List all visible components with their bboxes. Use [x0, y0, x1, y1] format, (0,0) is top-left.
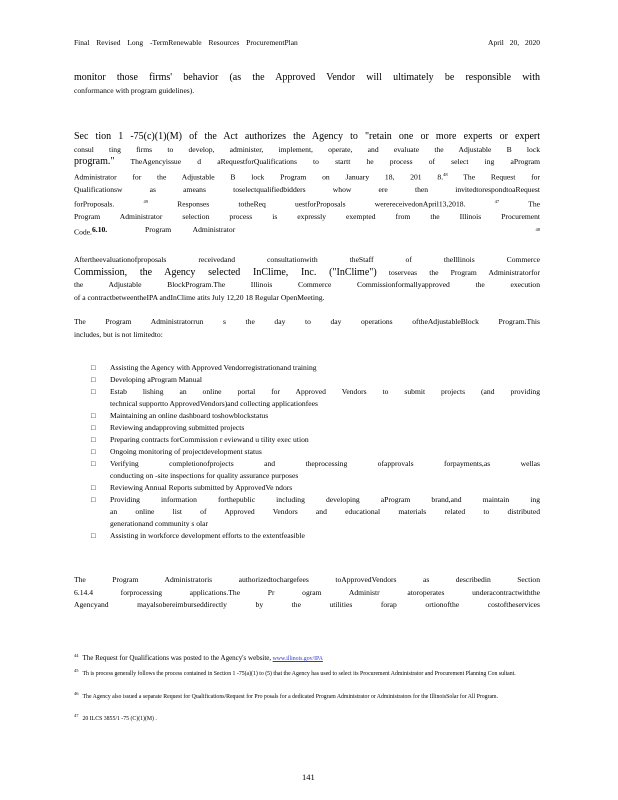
p2-line-2a: Commission, the Agency selected InClime, Inc. ("InClime") [74, 266, 377, 278]
duty-text-line: conducting on -site inspections for quality assurance purposes [110, 471, 299, 480]
p3-line-2: includes, but is not limitedto: [74, 329, 163, 339]
bullet-box-icon: □ [91, 363, 96, 372]
p1-line-6a: forProposals. [74, 199, 115, 209]
fn-ref-48: 48 [443, 171, 448, 177]
paragraph-2 [74, 254, 540, 304]
paragraph-1 [74, 131, 540, 239]
intro-line-2: conformance with program guidelines). [74, 85, 195, 95]
p1-line-4a: Administrator for the Adjustable B lock Program on January 18, 201 8. [74, 172, 444, 182]
duty-text-line: Preparing contracts forCommission r eviewand u tility exec ution [110, 435, 309, 444]
duty-list-item [91, 458, 540, 482]
duty-text-line: Verifying completionofprojects and theprocessing ofapprovals forpayments,as wellas [110, 459, 540, 468]
duty-text-line: technical supportto ApprovedVendors)and collecting applicationfees [110, 399, 318, 408]
footnote-46 [74, 690, 540, 701]
bullet-box-icon: □ [91, 531, 96, 540]
duty-text-line: Developing aProgram Manual [110, 375, 202, 384]
p1-line-8 [74, 224, 540, 239]
duty-text-line: an online list of Approved Vendors and educational materials related to distributed [110, 507, 540, 516]
p2-line-2b: toserveas the Program Administratorfor [388, 267, 540, 277]
duty-list-item [91, 446, 540, 458]
bullet-box-icon: □ [91, 375, 96, 384]
footnote-44 [74, 652, 540, 663]
duty-text-line: Estab lishing an online portal for Approved Vendors to submit projects (and providing [110, 387, 540, 396]
p2-line-1: Aftertheevaluationofproposals receivedand consultationwith theStaff of theIllinois Commerce [74, 255, 540, 264]
bullet-box-icon: □ [91, 447, 96, 456]
duty-text-line: Maintaining an online dashboard toshowblockstatus [110, 411, 269, 420]
duties-list [91, 362, 540, 542]
footnote-mark: 47 [74, 713, 79, 718]
bullet-box-icon: □ [91, 483, 96, 492]
footnote-mark: 45 [74, 668, 79, 673]
p1-line-2: consul ting firms to develop, administer, implement, operate, and evaluate the Adjustable B lock [74, 144, 540, 154]
p1-line-3b: TheAgencyissue d aRequestforQualifications to startt he process of select ing aProgram [130, 157, 540, 166]
page-number: 141 [302, 772, 315, 782]
fn-ref-48b: 48 [535, 226, 540, 232]
footnote-text: The Request for Qualifications was posted to the Agency's website, [82, 653, 272, 662]
p1-line-8a: Code. [74, 227, 92, 237]
p4-line-2: 6.14.4 forprocessing applications.The Pr ogram Administr atoroperates underacontractwiththe [74, 587, 540, 597]
section-number: 6.10. [92, 225, 108, 234]
bullet-box-icon: □ [91, 387, 96, 396]
bullet-box-icon: □ [91, 495, 96, 504]
duty-list-item [91, 422, 540, 434]
bullet-box-icon: □ [91, 459, 96, 468]
duty-text-line: Assisting in workforce development efforts to the extentfeasible [110, 531, 305, 540]
p4-line-1: The Program Administratoris authorizedtochargefees toApprovedVendors as describedin Section [74, 575, 540, 584]
duty-list-item [91, 530, 540, 542]
p1-line-6c: The [528, 199, 541, 209]
duty-list-item [91, 386, 540, 410]
duty-text-line: generationand community s olar [110, 519, 209, 528]
duty-list-item [91, 434, 540, 446]
duty-text-line: Ongoing monitoring of projectdevelopment status [110, 447, 262, 456]
p2-line-3: the Adjustable BlockProgram.The Illinois Commerce Commissionformallyapproved the execution [74, 280, 540, 289]
p2-line-2 [74, 267, 540, 280]
duty-text-line: Providing information forthepublic including developing aProgram brand,and maintain ing [110, 495, 540, 504]
footnote-link[interactable]: www.illinois.gov/IPA [272, 655, 323, 662]
duty-list-item [91, 482, 540, 494]
footnote-text: 20 ILCS 3855/1 -75 (C)(1)(M) . [82, 715, 157, 722]
p1-line-3 [74, 156, 540, 169]
paragraph-3 [74, 316, 540, 341]
p1-line-6b: Responses totheReq uestforProposals werereceivedonApril13,2018. [177, 199, 466, 209]
duty-list-item [91, 362, 540, 374]
footnote-mark: 46 [74, 691, 79, 696]
header-date: April 20, 2020 [488, 38, 540, 47]
intro-line-1: monitor those firms' behavior (as the Approved Vendor will ultimately be responsible with [74, 72, 540, 83]
bullet-box-icon: □ [91, 423, 96, 432]
p1-line-1: Sec tion 1 -75(c)(1)(M) of the Act authorizes the Agency to "retain one or more experts or expert [74, 131, 540, 142]
p1-line-4 [74, 169, 540, 184]
duty-list-item [91, 494, 540, 530]
fn-ref-49: 49 [143, 199, 148, 205]
p3-line-1: The Program Administratorrun s the day to day operations oftheAdjustableBlock Program.This [74, 317, 540, 326]
header-title: Final Revised Long -TermRenewable Resources ProcurementPlan [74, 38, 298, 47]
p1-line-6 [74, 196, 540, 211]
p1-line-3a: program." [74, 156, 115, 167]
duty-text-line: Assisting the Agency with Approved Vendorregistrationand training [110, 363, 317, 372]
footnote-45 [74, 667, 540, 678]
duty-list-item [91, 410, 540, 422]
duty-text-line: Reviewing Annual Reports submitted by ApprovedVe ndors [110, 483, 293, 492]
fn-ref-47: 47 [494, 199, 500, 205]
footnote-text: Th is process generally follows the process contained in Section 1 -75(a)(1) to (5) that the Agency has used to select its Procurement Administrator and Procurement Planning Con sultant. [82, 670, 516, 677]
bullet-box-icon: □ [91, 411, 96, 420]
footnote-text: The Agency also issued a separate Request for Qualifications/Request for Pro posals for a dedicated Program Administrator or Administrators for the IllinoisSolar for All Program. [82, 693, 499, 700]
bullet-box-icon: □ [91, 435, 96, 444]
p1-line-5: Qualificationsw as ameans toselectqualifiedbidders whow ere then invitedtorespondtoaRequest [74, 184, 540, 194]
p1-line-4b: The Request for [463, 172, 541, 182]
p2-line-4: of a contractbetweentheIPA andInClime atits July 12,20 18 Regular OpenMeeting. [74, 292, 325, 302]
section-title-text: Program Administrator [145, 225, 236, 234]
paragraph-4 [74, 574, 540, 612]
duty-list-item [91, 374, 540, 386]
intro-paragraph [74, 72, 540, 97]
footnote-mark: 44 [74, 653, 79, 658]
duty-text-line: Reviewing andapproving submitted projects [110, 423, 245, 432]
footnote-47 [74, 712, 540, 723]
p1-line-7: Program Administrator selection process is expressly exempted from the Illinois Procurement [74, 212, 540, 222]
p4-line-3: Agencyand mayalsobereimburseddirectly by the utilities forap ortionofthe costoftheservices [74, 600, 540, 609]
